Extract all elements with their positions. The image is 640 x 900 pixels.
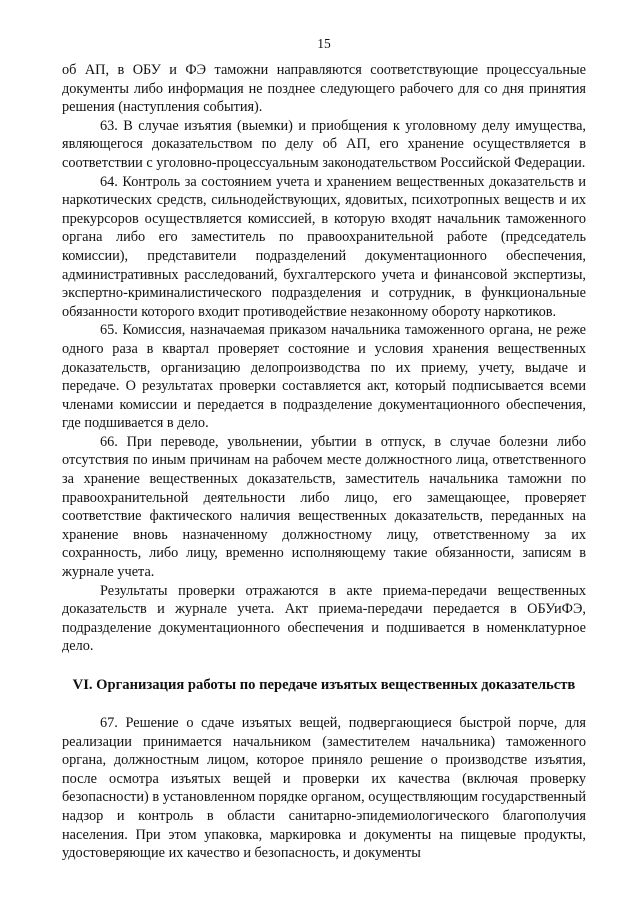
paragraph-63: 63. В случае изъятия (выемки) и приобщения к уголовному делу имущества, являющегося доказательством по делу об АП, его хранение осуществляется в соответствии с уголовно-процессуальным законодательством Российской Федерации. (62, 117, 586, 171)
paragraph-continuation: об АП, в ОБУ и ФЭ таможни направляются соответствующие процессуальные документы либо информация не позднее следующего рабочего для со дня принятия решения (наступления события). (62, 62, 586, 116)
paragraph-64: 64. Контроль за состоянием учета и хранением вещественных доказательств и наркотических средств, сильнодействующих, ядовитых, психотропных веществ и их прекурсоров осуществляется комиссией, в которую входят начальник таможенного органа либо его заместитель по правоохранительной работе (председатель комиссии), представители подразделений документационного обеспечения, административных расследований, бухгалтерского учета и финансовой экспертизы, экспертно-криминалистического подразделения и сотрудник, в функциональные обязанности которого входит противодействие незаконному обороту наркотиков. (62, 173, 586, 320)
paragraph-67: 67. Решение о сдаче изъятых вещей, подвергающиеся быстрой порче, для реализации принимается начальником (заместителем начальника) таможенного органа, должностным лицом, которое приняло решение о производстве изъятия, после осмотра изъятых вещей и проверки их качества (включая проверку безопасности) в установленном порядке органом, осуществляющим государственный надзор и контроль в области санитарно-эпидемиологического благополучия населения. При этом упаковка, маркировка и документы на пищевые продукты, удостоверяющие их качество и безопасность, и документы (62, 715, 586, 862)
paragraph-65: 65. Комиссия, назначаемая приказом начальника таможенного органа, не реже одного раза в квартал проверяет состояние и условия хранения вещественных доказательств, организацию делопроизводства по их приему, учету, выдаче и передаче. О результатах проверки составляется акт, который подписывается всеми членами комиссии и передается в подразделение документационного обеспечения, где подшивается в дело. (62, 322, 586, 432)
paragraph-66: 66. При переводе, увольнении, убытии в отпуск, в случае болезни либо отсутствия по иным причинам на рабочем месте должностного лица, ответственного за хранение вещественных доказательств, заместитель начальника таможни по правоохранительной деятельности либо лицо, его замещающее, проверяет соответствие фактического наличия вещественных доказательств, переданных на хранение вновь назначенному должностному лицу, ответственному за их сохранность, либо лицу, временно исполняющему такие обязанности, записям в журнале учета. (62, 433, 586, 581)
page-number: 15 (317, 36, 331, 51)
paragraph-66-results: Результаты проверки отражаются в акте приема-передачи вещественных доказательств и журнале учета. Акт приема-передачи передается в ОБУиФЭ, подразделение документационного обеспечения и подшивается в номенклатурное дело. (62, 582, 586, 655)
section-heading: VI. Организация работы по передаче изъятых вещественных доказательств (72, 677, 576, 693)
